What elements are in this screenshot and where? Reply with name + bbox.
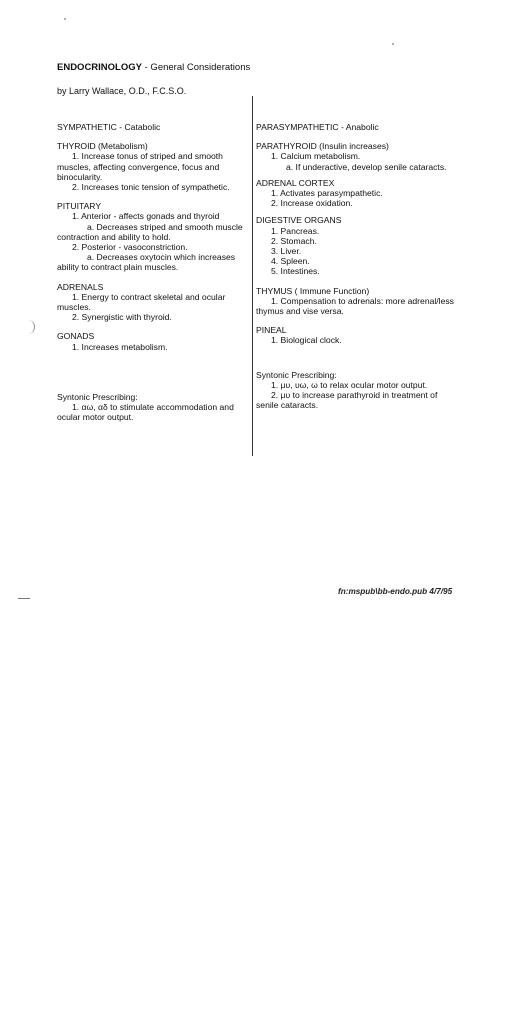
adrenal-cortex-item-1: 1. Activates parasympathetic. — [271, 188, 383, 199]
digestive-item: 1. Pancreas. — [271, 225, 320, 236]
column-divider — [252, 96, 253, 456]
left-syntonic-item-1: 1. αω, αδ to stimulate accommodation and ocular motor output. — [57, 402, 234, 423]
adrenals-title: ADRENALS — [57, 281, 104, 292]
right-syntonic-section — [256, 370, 456, 411]
thymus-title: THYMUS ( Immune Function) — [256, 285, 370, 296]
pituitary-item-2: 2. Posterior - vasoconstriction. — [72, 242, 188, 253]
adrenals-item-2: 2. Synergistic with thyroid. — [72, 312, 172, 323]
title-bold: ENDOCRINOLOGY — [57, 62, 142, 73]
right-column — [256, 122, 456, 410]
thyroid-section — [57, 141, 249, 192]
scan-mark — [22, 320, 35, 334]
pituitary-item-2a: a. Decreases oxytocin which increases ability to contract plain muscles. — [57, 252, 236, 273]
right-syntonic-title: Syntonic Prescribing: — [256, 369, 337, 380]
pituitary-item-1a: a. Decreases striped and smooth muscle contraction and ability to hold. — [57, 221, 243, 242]
digestive-item: 5. Intestines. — [271, 266, 320, 277]
adrenal-cortex-section — [256, 178, 456, 209]
parathyroid-item-1: 1. Calcium metabolism. — [271, 151, 361, 162]
thymus-section — [256, 286, 456, 317]
adrenal-cortex-item-2: 2. Increase oxidation. — [271, 198, 353, 209]
digestive-section — [256, 215, 456, 276]
right-heading: PARASYMPATHETIC - Anabolic — [256, 122, 379, 132]
gonads-item-1: 1. Increases metabolism. — [72, 341, 168, 352]
left-heading: SYMPATHETIC - Catabolic — [57, 122, 161, 132]
digestive-item: 3. Liver. — [271, 246, 302, 257]
thymus-item-1: 1. Compensation to adrenals: more adrenal/less thymus and vise versa. — [256, 295, 454, 317]
parathyroid-item-1a: a. If underactive, develop senile cataracts. — [286, 161, 447, 172]
adrenals-item-1: 1. Energy to contract skeletal and ocular muscles. — [57, 291, 226, 313]
title-rest: - General Considerations — [141, 62, 251, 73]
scan-speck — [392, 43, 394, 45]
thyroid-item-1: 1. Increase tonus of striped and smooth muscles, affecting convergence, focus and binocularity. — [57, 151, 223, 182]
right-syntonic-item-1: 1. μυ, υω, ω to relax ocular motor output. — [271, 379, 428, 390]
pituitary-section — [57, 201, 249, 272]
parathyroid-section — [256, 141, 456, 172]
left-column — [57, 122, 249, 422]
left-syntonic-section — [57, 392, 249, 423]
pineal-title: PINEAL — [256, 325, 287, 336]
file-reference: fn:mspub\bb-endo.pub 4/7/95 — [338, 587, 453, 596]
left-syntonic-title: Syntonic Prescribing: — [57, 391, 138, 402]
scan-mark — [18, 598, 30, 599]
scan-speck — [64, 18, 66, 20]
adrenals-section — [57, 282, 249, 323]
document-title — [57, 62, 250, 73]
pituitary-item-1: 1. Anterior - affects gonads and thyroid — [72, 211, 220, 222]
thyroid-title: THYROID (Metabolism) — [57, 141, 148, 152]
pineal-section — [256, 325, 456, 345]
pituitary-title: PITUITARY — [57, 201, 102, 212]
gonads-title: GONADS — [57, 331, 95, 342]
author-line: by Larry Wallace, O.D., F.C.S.O. — [57, 86, 187, 96]
digestive-item: 4. Spleen. — [271, 256, 310, 267]
digestive-item: 2. Stomach. — [271, 235, 317, 246]
right-syntonic-item-2: 2. μυ to increase parathyroid in treatment of senile cataracts. — [256, 390, 438, 411]
digestive-title: DIGESTIVE ORGANS — [256, 215, 342, 226]
adrenal-cortex-title: ADRENAL CORTEX — [256, 177, 335, 188]
parathyroid-title: PARATHYROID (Insulin increases) — [256, 141, 389, 152]
gonads-section — [57, 331, 249, 351]
pineal-item-1: 1. Biological clock. — [271, 335, 342, 346]
thyroid-item-2: 2. Increases tonic tension of sympathetic. — [72, 182, 230, 193]
